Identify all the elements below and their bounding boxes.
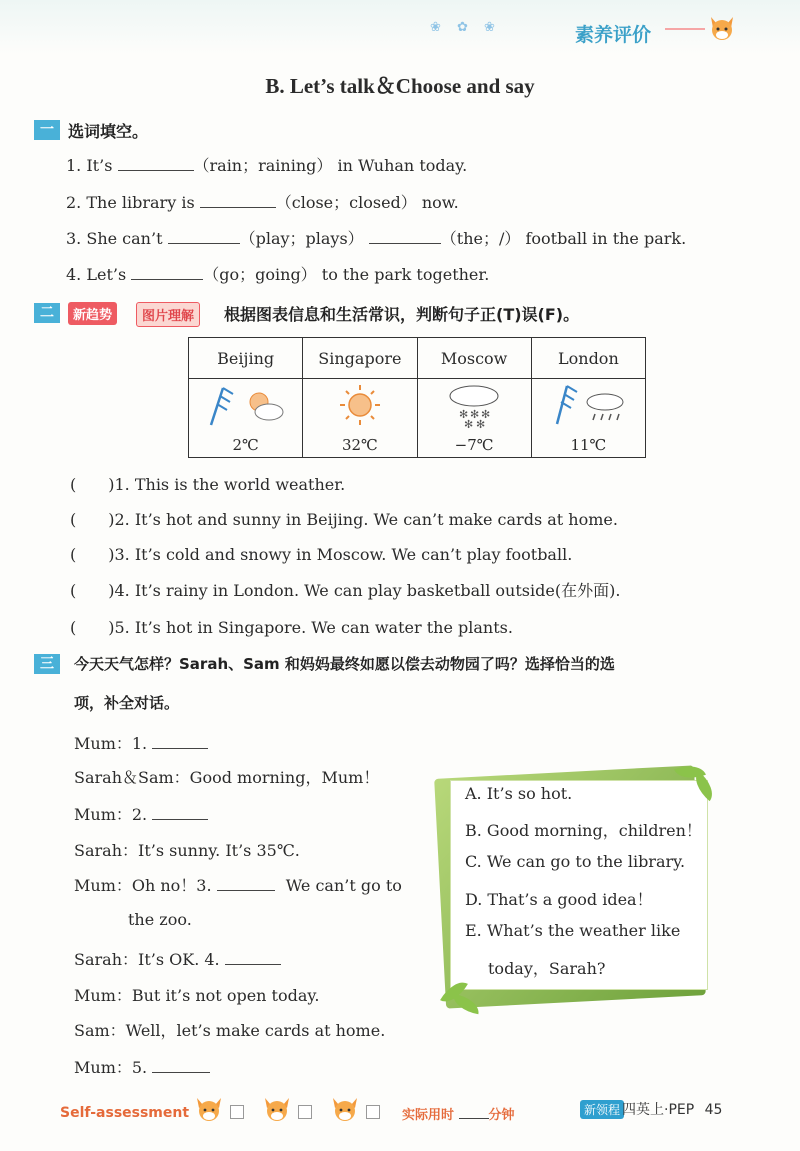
header-band — [0, 0, 800, 54]
fill-item-1: 1. It’s （rain；raining） in Wuhan today. — [66, 156, 468, 175]
fox-rating-icon — [194, 1096, 224, 1122]
option-e-cont: today，Sarah? — [488, 959, 606, 978]
temp-beijing: 2℃ — [232, 436, 259, 454]
windy-sunny-cloudy-icon — [201, 380, 291, 430]
city-beijing: Beijing — [189, 338, 303, 379]
time-blank[interactable] — [459, 1107, 489, 1119]
statement-5: ( )5. It’s hot in Singapore. We can water the plants. — [70, 618, 513, 637]
city-moscow: Moscow — [417, 338, 531, 379]
option-d: D. That’s a good idea！ — [465, 890, 653, 909]
windy-rainy-icon — [543, 380, 633, 430]
section-1-heading: 选词填空。 — [68, 122, 149, 141]
fox-rating-icon — [330, 1096, 360, 1122]
option-e: E. What’s the weather like — [465, 921, 681, 940]
temp-singapore: 32℃ — [341, 436, 378, 454]
series-badge: 新领程 — [580, 1100, 624, 1119]
fill-item-4: 4. Let’s （go；going） to the park together. — [66, 265, 490, 284]
rating-checkbox[interactable] — [366, 1105, 380, 1119]
weather-cell-beijing — [189, 379, 303, 458]
city-singapore: Singapore — [303, 338, 417, 379]
answer-blank[interactable] — [131, 265, 203, 280]
dialogue-line-4: Sarah：It’s sunny. It’s 35℃. — [74, 841, 300, 860]
svg-text:✻: ✻ — [481, 408, 491, 421]
section-3-heading-line-2: 项，补全对话。 — [74, 694, 180, 712]
dialogue-line-1: Mum：1. — [74, 731, 208, 754]
weather-cell-moscow — [417, 379, 531, 458]
temp-moscow: −7℃ — [454, 436, 494, 454]
dialogue-line-7: Mum：But it’s not open today. — [74, 986, 320, 1005]
time-used: 实际用时 分钟 — [402, 1108, 515, 1123]
weather-cell-singapore — [303, 379, 417, 458]
section-2-marker: 二 — [34, 303, 60, 323]
sunny-icon — [315, 380, 405, 430]
weather-cell-london — [531, 379, 645, 458]
section-3-marker: 三 — [34, 654, 60, 674]
section-1-marker: 一 — [34, 120, 60, 140]
svg-text:✻: ✻ — [476, 418, 486, 430]
answer-blank[interactable] — [217, 876, 275, 891]
section-2-heading: 根据图表信息和生活常识，判断句子正(T)误(F)。 — [224, 305, 580, 324]
dialogue-line-2: Sarah＆Sam：Good morning，Mum！ — [74, 768, 380, 787]
snowy-icon — [429, 380, 519, 430]
statement-4: ( )4. It’s rainy in London. We can play basketball outside(在外面). — [70, 581, 621, 600]
page-info: 四英上·PEP 45 — [622, 1102, 723, 1118]
svg-text:✻: ✻ — [470, 408, 480, 421]
dialogue-line-5-cont: the zoo. — [128, 910, 192, 929]
statement-3: ( )3. It’s cold and snowy in Moscow. We can’t play football. — [70, 545, 573, 564]
fox-mascot-icon — [708, 14, 736, 42]
city-london: London — [531, 338, 645, 379]
dialogue-line-3: Mum：2. — [74, 802, 208, 825]
temp-london: 11℃ — [570, 436, 607, 454]
answer-blank[interactable] — [225, 950, 281, 965]
fill-item-2: 2. The library is （close；closed） now. — [66, 193, 459, 212]
svg-text:✻: ✻ — [464, 418, 474, 430]
header-decoration — [665, 28, 705, 30]
answer-blank[interactable] — [152, 1058, 210, 1073]
statement-1: ( )1. This is the world weather. — [70, 475, 346, 494]
option-c: C. We can go to the library. — [465, 852, 686, 871]
dialogue-line-8: Sam：Well，let’s make cards at home. — [74, 1021, 386, 1040]
answer-blank[interactable] — [152, 805, 208, 820]
fox-rating-icon — [262, 1096, 292, 1122]
answer-blank[interactable] — [118, 156, 194, 171]
answer-blank[interactable] — [168, 229, 240, 244]
header-label: 素养评价 — [575, 24, 652, 46]
self-assessment-label: Self-assessment — [60, 1105, 190, 1121]
picture-badge: 图片理解 — [136, 302, 200, 327]
rating-checkbox[interactable] — [230, 1105, 244, 1119]
answer-blank[interactable] — [200, 193, 276, 208]
rating-checkbox[interactable] — [298, 1105, 312, 1119]
answer-blank[interactable] — [369, 229, 441, 244]
fill-item-3: 3. She can’t （play；plays） （the；/） football in the park. — [66, 229, 687, 248]
answer-blank[interactable] — [152, 734, 208, 749]
dialogue-line-6: Sarah：It’s OK. 4. — [74, 947, 281, 970]
option-a: A. It’s so hot. — [465, 784, 573, 803]
svg-text:✻: ✻ — [459, 408, 469, 421]
weather-table — [188, 337, 646, 458]
trend-badge: 新趋势 — [68, 302, 117, 325]
dialogue-line-9: Mum：5. — [74, 1055, 210, 1078]
option-b: B. Good morning，children！ — [465, 821, 702, 840]
paw-prints-icon: ❀ ✿ ❀ — [430, 20, 501, 35]
page-number: 45 — [704, 1102, 723, 1118]
page-title: B. Let’s talk＆Choose and say — [265, 74, 535, 98]
statement-2: ( )2. It’s hot and sunny in Beijing. We can’t make cards at home. — [70, 510, 618, 529]
section-3-heading-line-1: 今天天气怎样？Sarah、Sam 和妈妈最终如愿以偿去动物园了吗？选择恰当的选 — [74, 655, 615, 673]
dialogue-line-5: Mum：Oh no！3. We can’t go to — [74, 876, 402, 895]
